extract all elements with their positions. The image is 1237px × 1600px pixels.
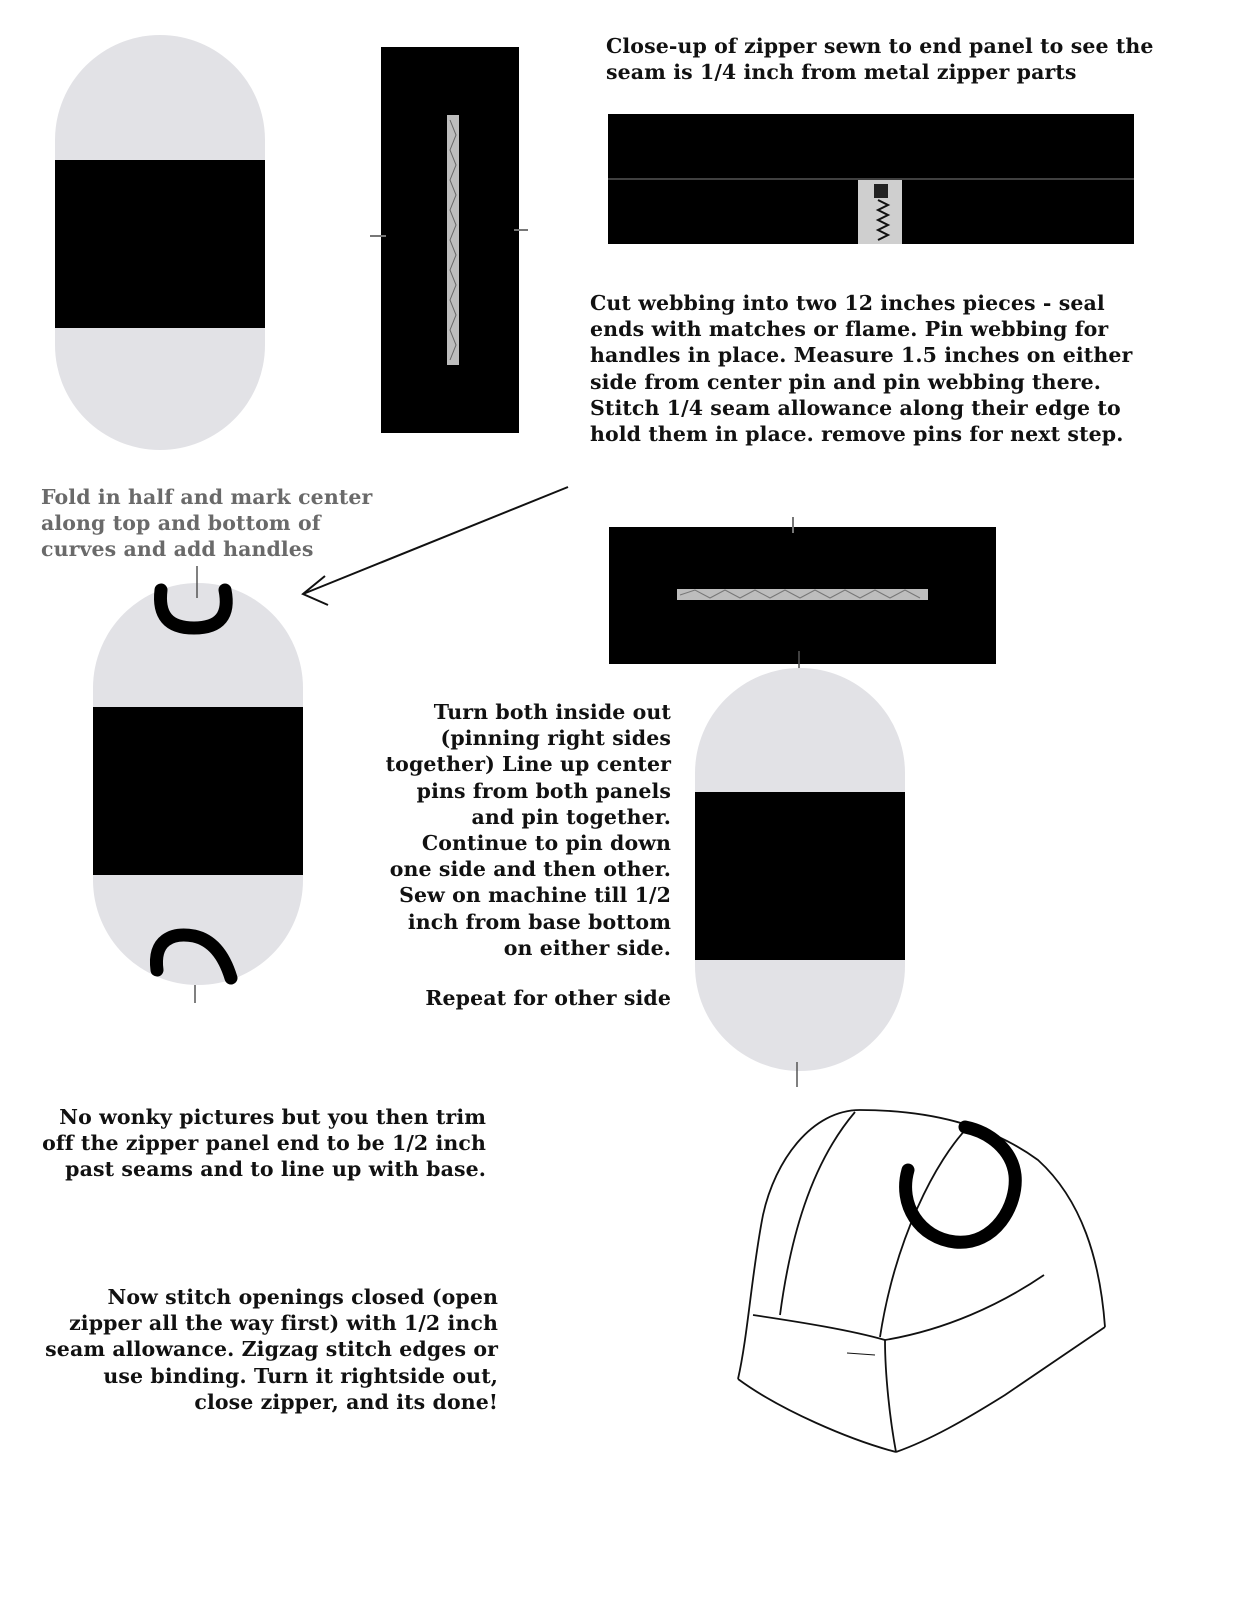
repeat-note: Repeat for other side xyxy=(425,986,671,1010)
end-panel-lower xyxy=(695,668,905,1087)
finish-note: Now stitch openings closed (open zipper all the way first) with 1/2 inch seam allowance. Zigzag stitch edges or use binding. Turn it rightside out, close zipper, and its done! xyxy=(45,1285,498,1414)
end-panel-with-handles xyxy=(93,566,303,1003)
zipper-closeup xyxy=(608,114,1134,244)
trim-note: No wonky pictures but you then trim off the zipper panel end to be 1/2 inch past seams and to line up with base. xyxy=(42,1105,486,1182)
turn-inside-out-note: Turn both inside out (pinning right sides together) Line up center pins from both panels and pin together. Continue to pin down one side and then other. Sew on machine till 1/2 inch from base bottom on either side. xyxy=(385,700,671,960)
finished-bag-sketch xyxy=(738,1110,1105,1452)
end-panel-top xyxy=(55,35,265,450)
zipper-panel-vertical xyxy=(370,47,528,433)
zipper-panel-horizontal xyxy=(609,517,996,680)
webbing-note: Cut webbing into two 12 inches pieces - seal ends with matches or flame. Pin webbing for handles in place. Measure 1.5 inches on either side from center pin and pin webbing there. Stitch 1/4 seam allowance along their edge to hold them in place. remove pins for next step. xyxy=(590,291,1133,447)
zipper-closeup-note: Close-up of zipper sewn to end panel to see the seam is 1/4 inch from metal zipper parts xyxy=(606,34,1154,85)
fold-mark-note: Fold in half and mark center along top and bottom of curves and add handles xyxy=(41,485,373,562)
